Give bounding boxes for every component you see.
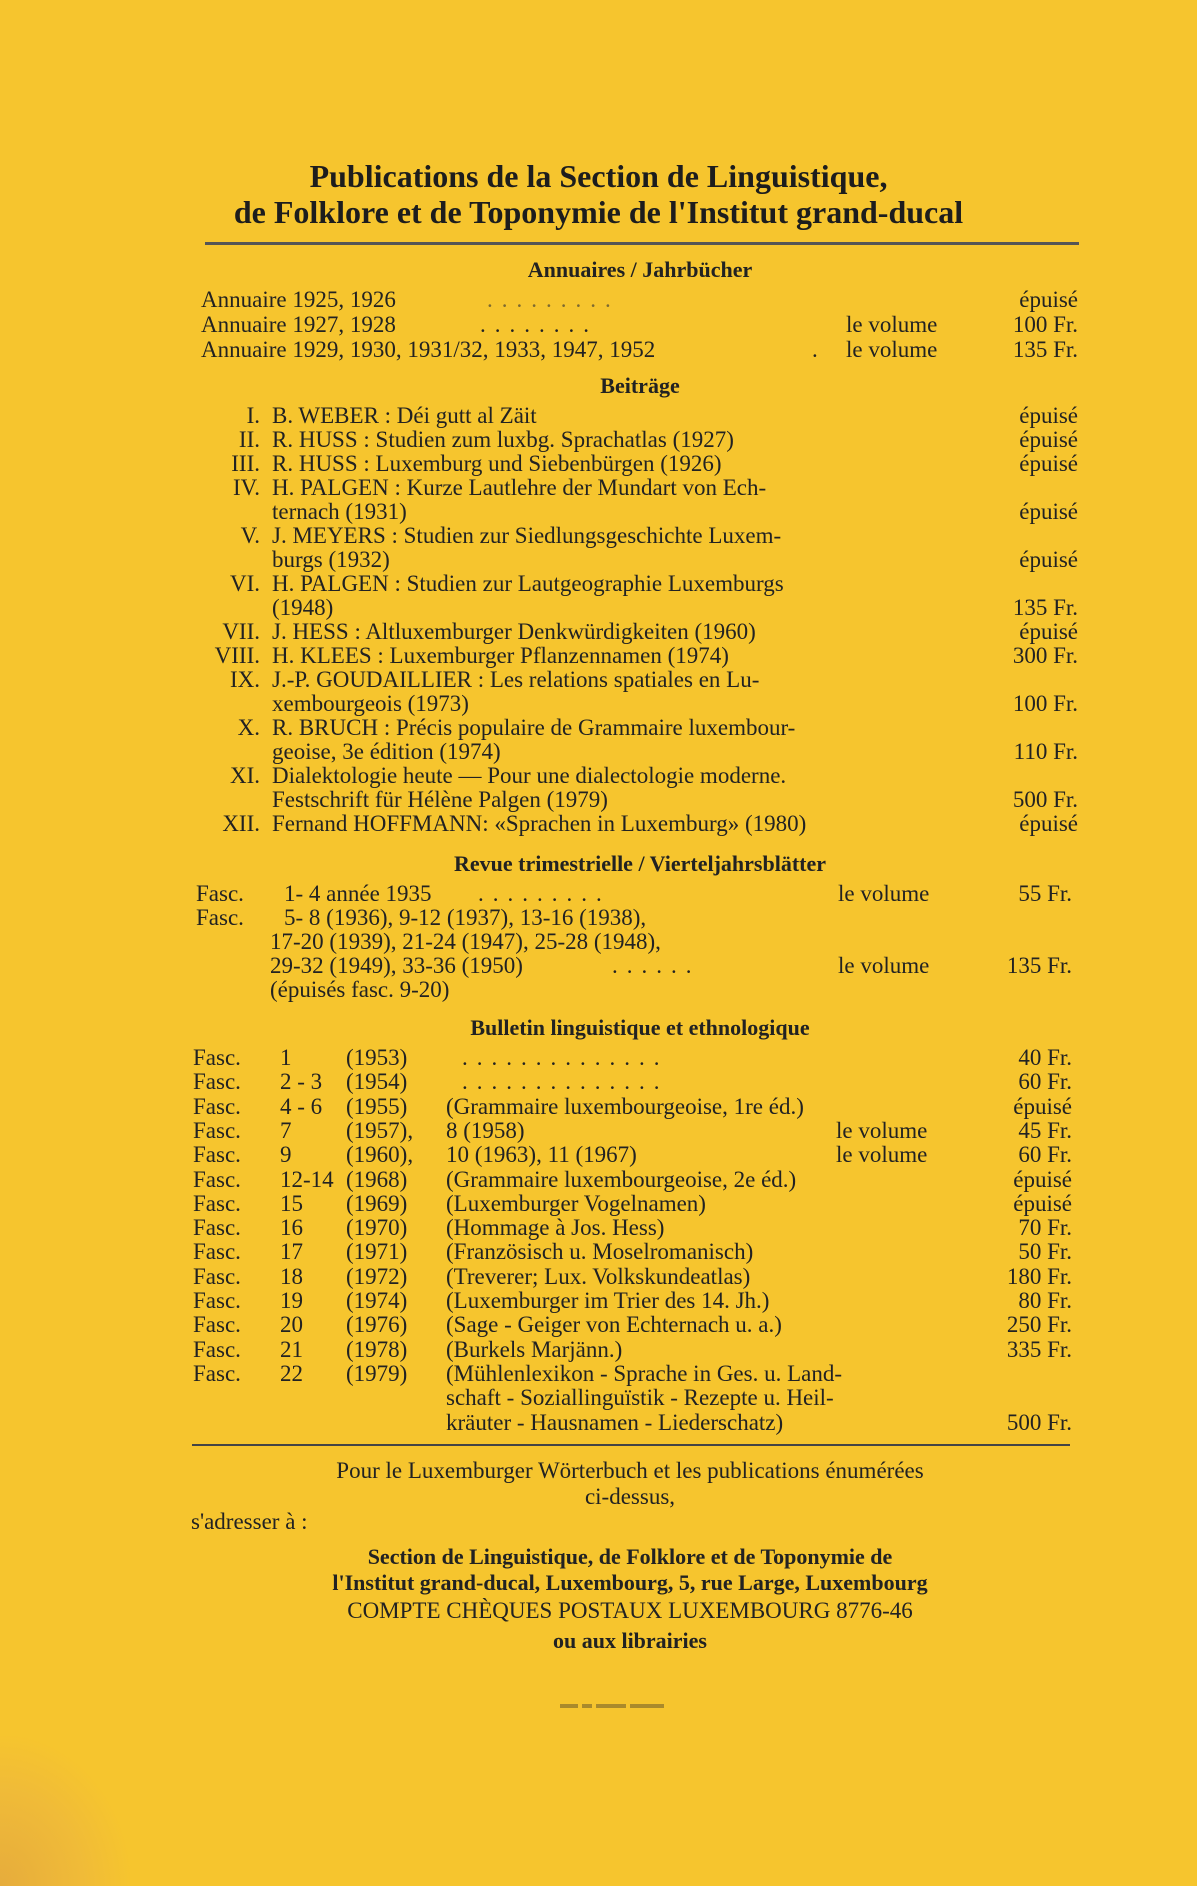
bulletin-price: 180 Fr.: [1006, 1263, 1072, 1289]
revue-row-price: 135 Fr.: [1006, 953, 1072, 978]
beitrag-text: Dialektologie heute — Pour une dialectologie moderne.: [272, 763, 787, 788]
bulletin-year: (1979): [346, 1360, 408, 1386]
bulletin-description: (Mühlenlexikon - Sprache in Ges. u. Land-: [446, 1360, 843, 1386]
bulletin-price: 335 Fr.: [1006, 1336, 1072, 1362]
beitrag-price: épuisé: [1019, 451, 1078, 476]
bulletin-year: (1954): [346, 1069, 408, 1095]
beitrag-number: XII.: [222, 811, 260, 836]
beitrag-number: III.: [231, 451, 260, 476]
annuaire-row-unit: le volume: [846, 312, 938, 337]
bulletin-description: 8 (1958): [446, 1117, 525, 1143]
revue-row-text: 1- 4 année 1935: [284, 881, 432, 906]
bulletin-description: (Treverer; Lux. Volkskundeatlas): [446, 1263, 751, 1289]
annuaire-row-label: Annuaire 1927, 1928: [201, 312, 396, 337]
bulletin-fasc-number: 21: [280, 1336, 303, 1362]
annuaire-row-unit: le volume: [846, 337, 938, 362]
bulletin-fasc-number: 19: [280, 1288, 303, 1313]
section-heading-bulletin: Bulletin linguistique et ethnologique: [470, 1015, 810, 1040]
revue-row-price: 55 Fr.: [1018, 881, 1072, 906]
bulletin-fasc-label: Fasc.: [193, 1093, 241, 1119]
footer-rule: [192, 1444, 1070, 1446]
annuaire-row-label: Annuaire 1929, 1930, 1931/32, 1933, 1947, 1952: [201, 337, 656, 362]
bulletin-fasc-number: 16: [280, 1215, 303, 1241]
bulletin-fasc-number: 20: [280, 1312, 303, 1338]
beitrag-text: J.-P. GOUDAILLIER : Les relations spatiales en Lu-: [272, 667, 760, 692]
beitrag-text: H. PALGEN : Kurze Lautlehre der Mundart von Ech-: [272, 475, 767, 500]
bulletin-fasc-number: 9: [280, 1142, 292, 1168]
bulletin-year: (1974): [346, 1288, 408, 1313]
bulletin-year: (1971): [346, 1239, 408, 1265]
bulletin-fasc-label: Fasc.: [193, 1215, 241, 1241]
bulletin-price: 45 Fr.: [1018, 1117, 1072, 1143]
revue-row-line: 5- 8 (1936), 9-12 (1937), 13-16 (1938),: [284, 905, 647, 930]
beitrag-price: épuisé: [1019, 499, 1078, 524]
beitrag-number: V.: [240, 523, 260, 548]
bulletin-fasc-label: Fasc.: [193, 1166, 241, 1192]
beitrag-text: J. MEYERS : Studien zur Siedlungsgeschichte Luxem-: [272, 523, 782, 548]
beitrag-number: I.: [246, 403, 260, 428]
bulletin-year: (1969): [346, 1190, 408, 1216]
beitrag-number: IX.: [229, 667, 260, 692]
bulletin-description: (Grammaire luxembourgeoise, 2e éd.): [446, 1166, 797, 1192]
bulletin-year: (1968): [346, 1166, 408, 1192]
bulletin-description: (Hommage à Jos. Hess): [446, 1215, 665, 1241]
page-title-line-1: Publications de la Section de Linguistique,: [309, 158, 888, 194]
bulletin-year: (1978): [346, 1336, 408, 1362]
bulletin-unit: le volume: [836, 1142, 928, 1168]
bulletin-price: 50 Fr.: [1018, 1239, 1072, 1265]
bulletin-fasc-number: 4 - 6: [280, 1093, 323, 1119]
beitrag-text: Fernand HOFFMANN: «Sprachen in Luxemburg» (1980): [272, 811, 807, 836]
footer-text-line-3: s'adresser à :: [191, 1509, 308, 1534]
leader-dots: ........: [480, 312, 598, 337]
bulletin-price: 60 Fr.: [1018, 1069, 1072, 1095]
beitrag-text: J. HESS : Altluxemburger Denkwürdigkeiten (1960): [272, 619, 756, 644]
bulletin-price: épuisé: [1013, 1190, 1072, 1216]
bulletin-year: (1970): [346, 1215, 408, 1241]
beitrag-number: II.: [238, 427, 260, 452]
bulletin-year: (1955): [346, 1093, 408, 1119]
section-heading-annuaires: Annuaires / Jahrbücher: [527, 257, 753, 282]
revue-row-line: (épuisés fasc. 9-20): [270, 977, 450, 1002]
bulletin-description: (Luxemburger im Trier des 14. Jh.): [446, 1288, 770, 1313]
leader-dots: ..............: [462, 1069, 669, 1095]
bulletin-year: (1957),: [346, 1117, 414, 1143]
paper-stain: [0, 1736, 130, 1886]
bulletin-year: (1960),: [346, 1142, 414, 1168]
bulletin-fasc-label: Fasc.: [193, 1360, 241, 1386]
bulletin-year: (1976): [346, 1312, 408, 1338]
section-heading-revue: Revue trimestrielle / Vierteljahrsblätter: [453, 851, 826, 876]
bulletin-fasc-label: Fasc.: [193, 1142, 241, 1168]
beitrag-price: 100 Fr.: [1012, 691, 1078, 716]
beitrag-price: 135 Fr.: [1012, 595, 1078, 620]
postal-account: COMPTE CHÈQUES POSTAUX LUXEMBOURG 8776-46: [347, 1598, 913, 1623]
beitrag-text: xembourgeois (1973): [272, 691, 469, 716]
leader-dots: .: [812, 337, 827, 362]
beitrag-number: XI.: [229, 763, 260, 788]
page-title-line-2: de Folklore et de Toponymie de l'Institut grand-ducal: [233, 194, 964, 230]
bulletin-fasc-label: Fasc.: [193, 1263, 241, 1289]
beitrag-text: (1948): [272, 595, 334, 620]
bulletin-price: 60 Fr.: [1018, 1142, 1072, 1168]
bulletin-description: schaft - Soziallinguïstik - Rezepte u. Heil-: [446, 1385, 834, 1411]
revue-fasc-label: Fasc.: [196, 881, 244, 906]
bulletin-fasc-number: 18: [280, 1263, 303, 1289]
bulletin-fasc-label: Fasc.: [193, 1336, 241, 1362]
beitrag-number: VI.: [229, 571, 260, 596]
bulletin-fasc-label: Fasc.: [193, 1239, 241, 1265]
beitrag-price: 500 Fr.: [1012, 787, 1078, 812]
annuaire-row-price: 100 Fr.: [1012, 312, 1078, 337]
bulletin-price: 500 Fr.: [1006, 1409, 1072, 1435]
bulletin-description: (Französisch u. Moselromanisch): [446, 1239, 754, 1265]
bulletin-fasc-label: Fasc.: [193, 1045, 241, 1070]
beitrag-text: B. WEBER : Déi gutt al Zäit: [272, 403, 537, 428]
beitrag-text: R. BRUCH : Précis populaire de Grammaire luxembour-: [272, 715, 796, 740]
beitrag-text: burgs (1932): [272, 547, 390, 572]
beitrag-number: IV.: [232, 475, 260, 500]
bulletin-fasc-label: Fasc.: [193, 1117, 241, 1143]
bulletin-description: kräuter - Hausnamen - Liederschatz): [446, 1409, 784, 1435]
bulletin-price: 70 Fr.: [1018, 1215, 1072, 1241]
bulletin-fasc-number: 15: [280, 1190, 303, 1216]
beitrag-price: 110 Fr.: [1013, 739, 1078, 764]
bulletin-fasc-number: 7: [280, 1117, 292, 1143]
revue-fasc-label: Fasc.: [196, 905, 244, 930]
bulletin-price: 80 Fr.: [1018, 1288, 1072, 1313]
beitrag-text: R. HUSS : Studien zum luxbg. Sprachatlas (1927): [272, 427, 734, 452]
bulletin-description: (Burkels Marjänn.): [446, 1336, 623, 1362]
bulletin-fasc-number: 12-14: [280, 1166, 334, 1192]
footer-text-line-1: Pour le Luxemburger Wörterbuch et les publications énumérées: [336, 1458, 924, 1483]
footer-text-line-2: ci-dessus,: [584, 1484, 676, 1509]
bulletin-description: 10 (1963), 11 (1967): [446, 1142, 637, 1168]
beitrag-price: épuisé: [1019, 403, 1078, 428]
title-rule: [205, 242, 1079, 245]
address-line-1: Section de Linguistique, de Folklore et de Toponymie de: [367, 1544, 893, 1569]
beitrag-text: H. KLEES : Luxemburger Pflanzennamen (1974): [272, 643, 729, 668]
leader-dots: ......: [612, 953, 701, 978]
bulletin-price: 250 Fr.: [1006, 1312, 1072, 1338]
bulletin-fasc-number: 17: [280, 1239, 303, 1265]
bulletin-price: 40 Fr.: [1018, 1045, 1072, 1070]
beitrag-price: 300 Fr.: [1012, 643, 1078, 668]
leader-dots: .........: [478, 881, 611, 906]
beitrag-number: X.: [237, 715, 260, 740]
annuaire-row-label: Annuaire 1925, 1926: [201, 287, 396, 312]
beitrag-text: H. PALGEN : Studien zur Lautgeographie Luxemburgs: [272, 571, 784, 596]
bulletin-fasc-number: 22: [280, 1360, 303, 1386]
bulletin-description: (Luxemburger Vogelnamen): [446, 1190, 706, 1216]
bulletin-unit: le volume: [836, 1117, 928, 1143]
revue-row-unit: le volume: [838, 881, 930, 906]
bulletin-description: (Sage - Geiger von Echternach u. a.): [446, 1312, 782, 1338]
bulletin-fasc-label: Fasc.: [193, 1190, 241, 1216]
bulletin-fasc-label: Fasc.: [193, 1069, 241, 1095]
section-heading-beitraege: Beiträge: [600, 373, 680, 398]
beitrag-text: ternach (1931): [272, 499, 407, 524]
annuaire-row-price: épuisé: [1019, 287, 1078, 312]
booksellers-note: ou aux librairies: [552, 1628, 707, 1653]
beitrag-number: VIII.: [214, 643, 260, 668]
beitrag-text: geoise, 3e édition (1974): [272, 739, 501, 764]
bulletin-year: (1972): [346, 1263, 408, 1289]
revue-row-line: 29-32 (1949), 33-36 (1950): [270, 953, 523, 978]
revue-row-line: 17-20 (1939), 21-24 (1947), 25-28 (1948),: [270, 929, 661, 954]
address-line-2: l'Institut grand-ducal, Luxembourg, 5, rue Large, Luxembourg: [332, 1570, 928, 1595]
bulletin-fasc-number: 2 - 3: [280, 1069, 323, 1095]
bulletin-price: épuisé: [1013, 1166, 1072, 1192]
bulletin-fasc-number: 1: [280, 1045, 292, 1070]
leader-dots: .........: [487, 287, 620, 312]
bulletin-description: (Grammaire luxembourgeoise, 1re éd.): [446, 1093, 804, 1119]
bulletin-price: épuisé: [1013, 1093, 1072, 1119]
leader-dots: ..............: [462, 1045, 669, 1070]
bulletin-year: (1953): [346, 1045, 408, 1070]
beitrag-text: Festschrift für Hélène Palgen (1979): [272, 787, 608, 812]
annuaire-row-price: 135 Fr.: [1012, 337, 1078, 362]
printer-mark: [560, 1695, 700, 1703]
bulletin-fasc-label: Fasc.: [193, 1288, 241, 1313]
beitrag-price: épuisé: [1019, 619, 1078, 644]
beitrag-price: épuisé: [1019, 427, 1078, 452]
bulletin-fasc-label: Fasc.: [193, 1312, 241, 1338]
beitrag-text: R. HUSS : Luxemburg und Siebenbürgen (1926): [272, 451, 722, 476]
beitrag-number: VII.: [222, 619, 260, 644]
beitrag-price: épuisé: [1019, 547, 1078, 572]
beitrag-price: épuisé: [1019, 811, 1078, 836]
revue-row-unit: le volume: [838, 953, 930, 978]
